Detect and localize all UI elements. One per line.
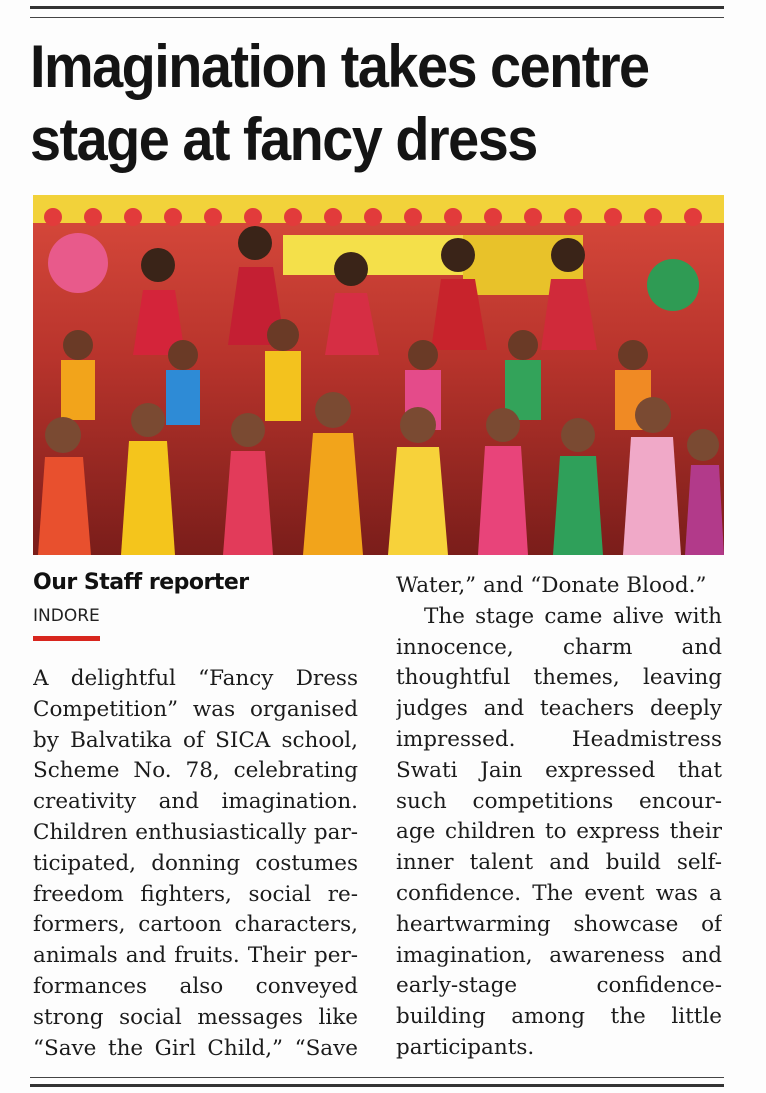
body-line: heartwarming showcase of [396, 911, 722, 937]
body-line: strong social messages like [33, 1004, 358, 1030]
body-line: ticipated, donning costumes [33, 850, 358, 876]
body-line: inner talent and build self- [396, 850, 722, 876]
group-photo-image [33, 195, 724, 555]
dateline: INDORE [33, 606, 100, 626]
body-line: age children to express their [396, 819, 722, 845]
accent-bar [33, 636, 100, 641]
body-line: by Balvatika of SICA school, [33, 727, 358, 753]
body-line: A delightful “Fancy Dress [33, 666, 358, 691]
body-line: Scheme No. 78, celebrating [33, 758, 358, 784]
body-column-left [33, 664, 358, 1064]
body-column-right [396, 571, 722, 1064]
body-line: Water,” and “Donate Blood.” [396, 573, 707, 598]
headline-line: stage at fancy dress [30, 106, 537, 173]
body-line: innocence, charm and [396, 634, 722, 660]
body-line: formers, cartoon characters, [33, 912, 358, 938]
body-line: early-stage confidence- [396, 973, 722, 999]
body-line: building among the little [396, 1004, 722, 1030]
byline: Our Staff reporter [33, 570, 249, 595]
body-line: The stage came alive with [424, 603, 722, 629]
body-line: formances also conveyed [33, 973, 358, 999]
headline [30, 30, 681, 176]
body-line: Children enthusiastically par- [33, 819, 358, 845]
body-line: Swati Jain expressed that [396, 757, 722, 783]
body-line: creativity and imagination. [33, 789, 358, 815]
body-line: animals and fruits. Their per- [33, 943, 358, 969]
body-line: Competition” was organised [33, 696, 358, 722]
body-line: judges and teachers deeply [396, 696, 722, 722]
body-line: impressed. Headmistress [396, 726, 722, 752]
bottom-rule [30, 1077, 724, 1087]
top-rule [30, 6, 724, 18]
body-line: confidence. The event was a [396, 880, 722, 906]
body-line: thoughtful themes, leaving [396, 665, 722, 691]
body-line: freedom fighters, social re- [33, 881, 358, 907]
body-line: “Save the Girl Child,” “Save [33, 1035, 358, 1061]
body-line: participants. [396, 1034, 535, 1060]
body-line: imagination, awareness and [396, 942, 722, 968]
body-line: such competitions encour- [396, 788, 722, 814]
headline-line: Imagination takes centre [30, 33, 649, 100]
